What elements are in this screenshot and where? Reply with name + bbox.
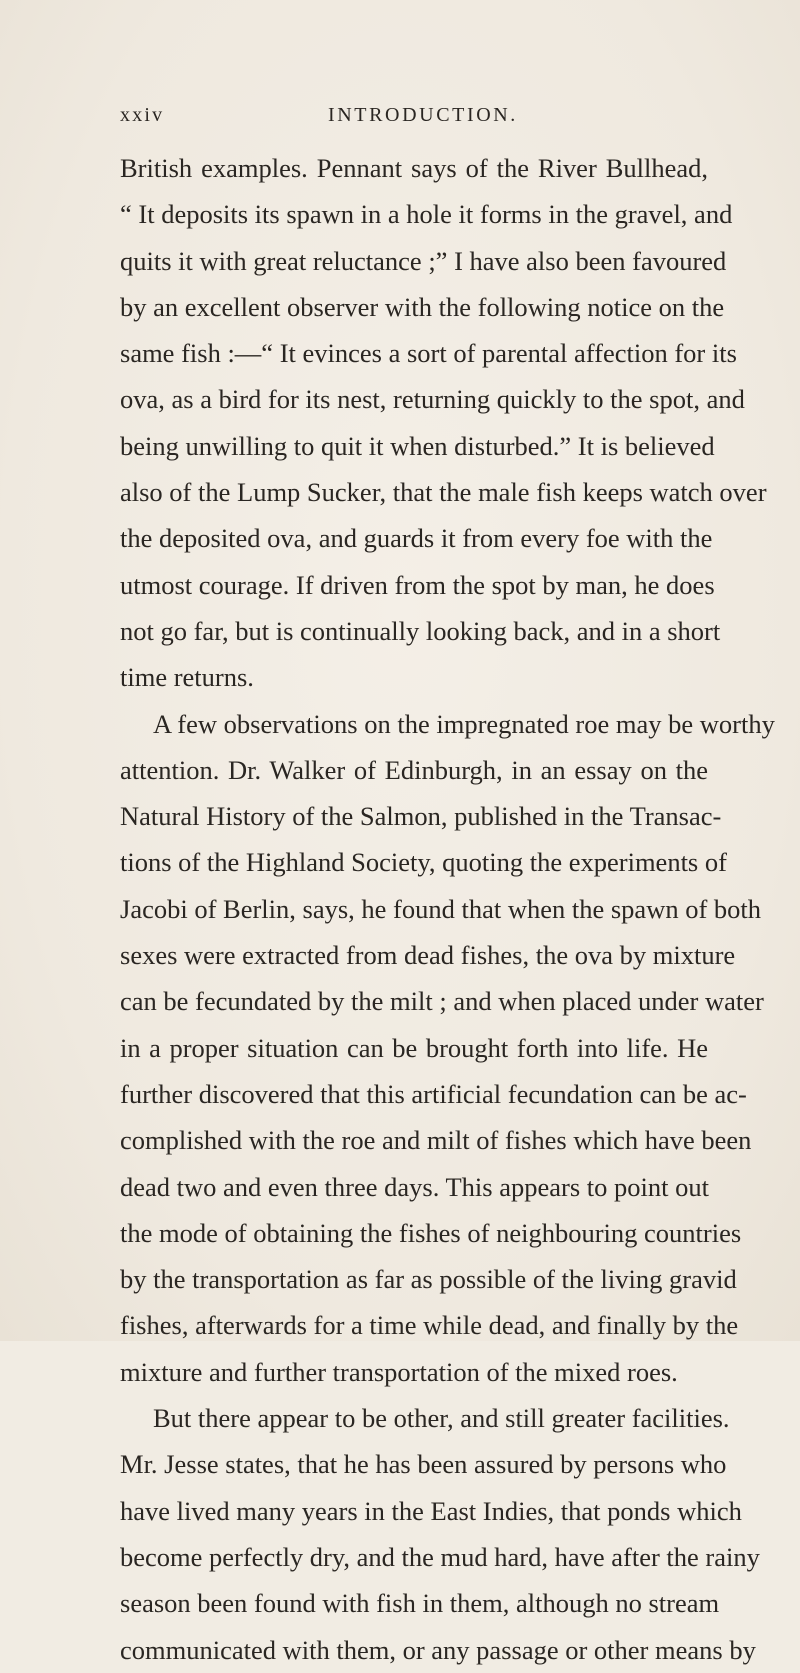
text-line: have lived many years in the East Indies, that ponds which (120, 1495, 742, 1526)
body-text (120, 145, 775, 1673)
text-line: tions of the Highland Society, quoting the experiments of (120, 847, 727, 878)
text-line: by an excellent observer with the following notice on the (120, 291, 725, 322)
paragraph-start-line: But there appear to be other, and still greater facilities. (153, 1403, 730, 1434)
text-line: communicated with them, or any passage or other means by (120, 1634, 756, 1665)
text-line: ova, as a bird for its nest, returning quickly to the spot, and (120, 384, 745, 415)
text-line: can be fecundated by the milt ; and when placed under water (120, 986, 764, 1017)
text-line: Mr. Jesse states, that he has been assured by persons who (120, 1449, 727, 1480)
text-line: utmost courage. If driven from the spot by man, he does (120, 569, 715, 600)
text-line: the mode of obtaining the fishes of neighbouring countries (120, 1217, 742, 1248)
page-number: xxiv (120, 104, 165, 126)
text-line: the deposited ova, and guards it from every foe with the (120, 523, 713, 554)
text-line: also of the Lump Sucker, that the male fish keeps watch over (120, 477, 767, 508)
text-line: Jacobi of Berlin, says, he found that when the spawn of both (120, 893, 762, 924)
text-line: complished with the roe and milt of fishes which have been (120, 1125, 752, 1156)
text-line: not go far, but is continually looking back, and in a short (120, 615, 721, 646)
text-line: become perfectly dry, and the mud hard, have after the rainy (120, 1541, 760, 1572)
text-line: being unwilling to quit it when disturbed.” It is believed (120, 430, 715, 461)
text-line: British examples. Pennant says of the River Bullhead, (120, 153, 708, 183)
paragraph-end-line: time returns. (120, 662, 254, 693)
running-title: INTRODUCTION. (328, 104, 518, 126)
text-line: quits it with great reluctance ;” I have also been favoured (120, 245, 727, 276)
text-line: same fish :—“ It evinces a sort of parental affection for its (120, 338, 737, 369)
text-line: attention. Dr. Walker of Edinburgh, in an essay on the (120, 754, 708, 785)
text-line: dead two and even three days. This appears to point out (120, 1171, 709, 1202)
text-line: in a proper situation can be brought forth into life. He (120, 1032, 708, 1063)
running-head (120, 104, 708, 134)
text-line: by the transportation as far as possible of the living gravid (120, 1264, 737, 1295)
text-line: fishes, afterwards for a time while dead, and finally by the (120, 1310, 739, 1341)
text-line: sexes were extracted from dead fishes, the ova by mixture (120, 940, 736, 971)
paragraph-end-line: mixture and further transportation of the mixed roes. (120, 1356, 678, 1387)
text-line: season been found with fish in them, although no stream (120, 1588, 720, 1619)
paragraph-start-line: A few observations on the impregnated roe may be worthy (153, 708, 775, 739)
text-line: further discovered that this artificial fecundation can be ac- (120, 1078, 747, 1109)
text-line: Natural History of the Salmon, published in the Transac- (120, 801, 722, 832)
text-line: “ It deposits its spawn in a hole it forms in the gravel, and (120, 199, 733, 230)
